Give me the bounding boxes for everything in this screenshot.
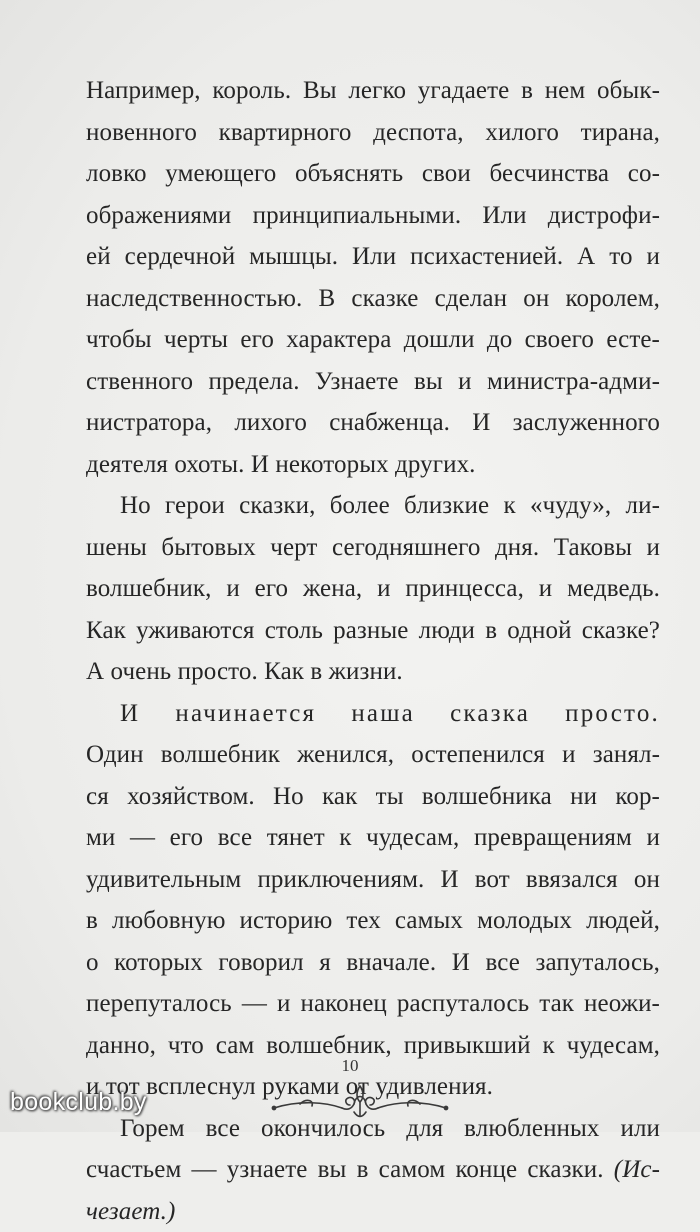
text-line: ей сердечной мышцы. Или психастенией. А то и [86, 236, 660, 278]
text-line: новенного квартирного деспота, хилого тирана, [86, 112, 660, 154]
text-line: Один волшебник женился, остепенился и занял- [86, 734, 660, 776]
text-line: ственного предела. Узнаете вы и министра-адми- [86, 361, 660, 403]
text-line: о которых говорил я вначале. И все запуталось, [86, 942, 660, 984]
paragraph-first-line: Горем все окончилось для влюбленных или [86, 1108, 660, 1150]
watermark-logo: bookclub.by [10, 1088, 147, 1117]
text-line: наследственностью. В сказке сделан он королем, [86, 278, 660, 320]
stage-direction: (Ис- [614, 1156, 660, 1183]
paragraph-first-line: И начинается наша сказка просто. [86, 693, 660, 735]
text-line: удивительным приключениям. И вот ввязался он [86, 859, 660, 901]
text-line: чтобы черты его характера дошли до своего есте- [86, 319, 660, 361]
text-line: волшебник, и его жена, и принцесса, и медведь. [86, 568, 660, 610]
text-line-main: счастьем — узнаете вы в самом конце сказки. [86, 1156, 604, 1183]
text-line: Как уживаются столь разные люди в одной сказке? [86, 610, 660, 652]
paragraph-first-line: Но герои сказки, более близкие к «чуду», ли- [86, 485, 660, 527]
text-line: ловко умеющего объяснять свои бесчинства со- [86, 153, 660, 195]
stage-direction: чезает.) [86, 1191, 660, 1232]
text-line: и тот всплеснул руками от удивления. [86, 1066, 660, 1108]
text-line: ми — его все тянет к чудесам, превращениям и [86, 817, 660, 859]
text-line: А очень просто. Как в жизни. [86, 651, 660, 693]
text-line: в любовную историю тех самых молодых людей, [86, 900, 660, 942]
text-line-with-stage-direction [86, 1149, 660, 1191]
text-line: нистратора, лихого снабженца. И заслуженного [86, 402, 660, 444]
text-line: Например, король. Вы легко угадаете в нем обык- [86, 70, 660, 112]
flourish-ornament-icon [270, 1078, 450, 1122]
text-line: данно, что сам волшебник, привыкший к чудесам, [86, 1025, 660, 1067]
page-number: 10 [0, 1056, 700, 1076]
text-line: ображениями принципиальными. Или дистрофи- [86, 195, 660, 237]
text-line: деятеля охоты. И некоторых других. [86, 444, 660, 486]
text-line: шены бытовых черт сегодняшнего дня. Таковы и [86, 527, 660, 569]
text-line: перепуталось — и наконец распуталось так неожи- [86, 983, 660, 1025]
text-line: ся хозяйством. Но как ты волшебника ни кор- [86, 776, 660, 818]
